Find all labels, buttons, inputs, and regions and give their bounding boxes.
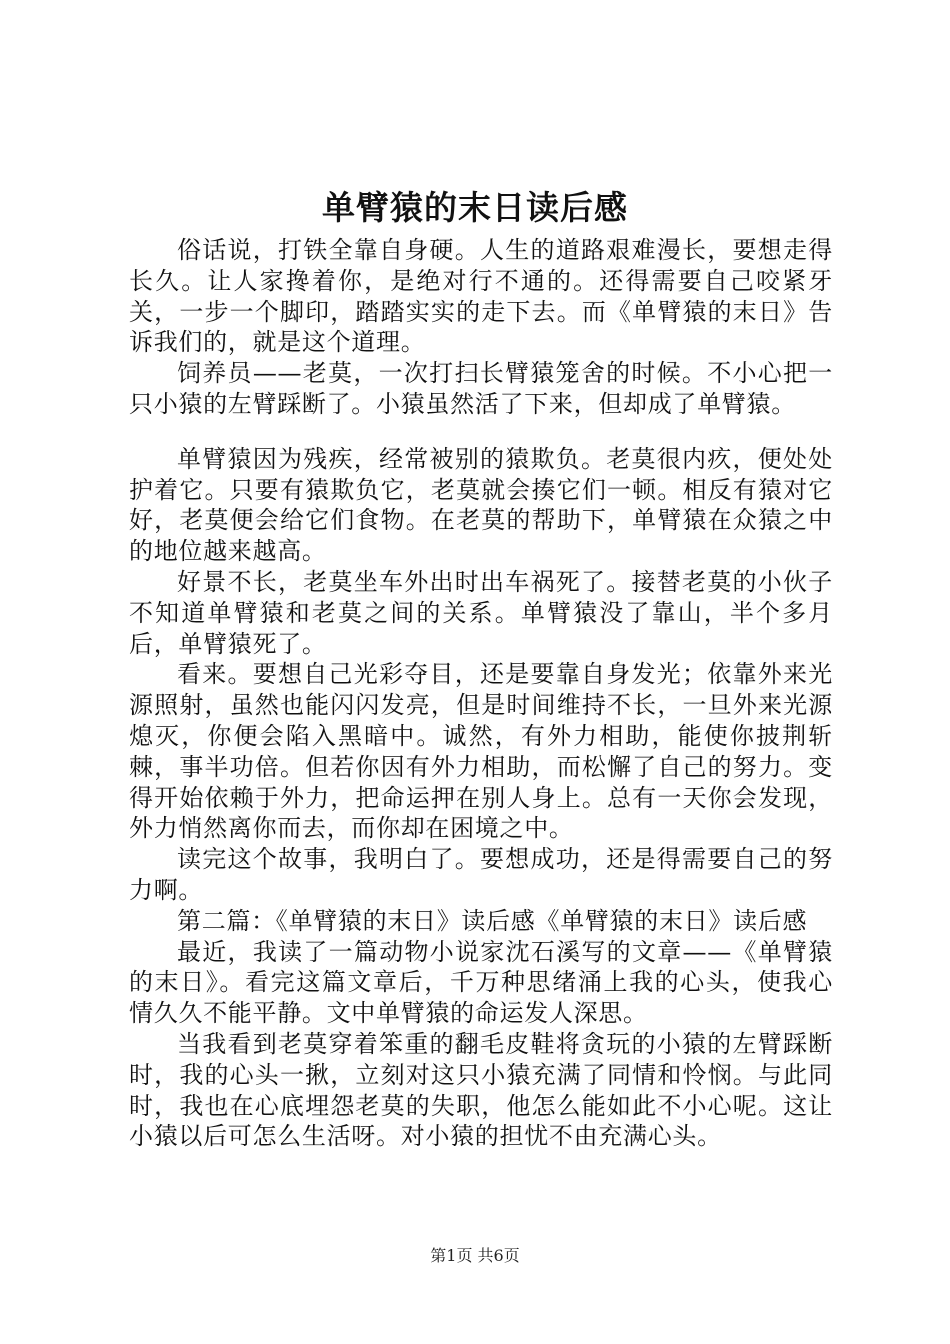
paragraph: 当我看到老莫穿着笨重的翻毛皮鞋将贪玩的小猿的左臂踩断时，我的心头一揪，立刻对这只小猿充满了同情和怜悯。与此同时，我也在心底埋怨老莫的失职，他怎么能如此不小心呢。这让小猿以后可怎么生活呀。对小猿的担忧不由充满心头。 xyxy=(129,1029,833,1151)
paragraph: 饲养员——老莫，一次打扫长臂猿笼舍的时候。不小心把一只小猿的左臂踩断了。小猿虽然活了下来，但却成了单臂猿。 xyxy=(129,359,833,418)
paragraph: 好景不长，老莫坐车外出时出车祸死了。接替老莫的小伙子不知道单臂猿和老莫之间的关系。单臂猿没了靠山，半个多月后，单臂猿死了。 xyxy=(129,567,833,658)
section-heading: 第二篇：《单臂猿的末日》读后感《单臂猿的末日》读后感 xyxy=(177,906,808,935)
document-title: 单臂猿的末日读后感 xyxy=(322,188,628,227)
page-footer: 第1页 共6页 xyxy=(430,1246,520,1265)
document-body xyxy=(129,235,833,1152)
paragraph: 看来。要想自己光彩夺目，还是要靠自身发光；依靠外来光源照射，虽然也能闪闪发亮，但是时间维持不长，一旦外来光源熄灭，你便会陷入黑暗中。诚然，有外力相助，能使你披荆斩棘，事半功倍。但若你因有外力相助，而松懈了自己的努力。变得开始依赖于外力，把命运押在别人身上。总有一天你会发现，外力悄然离你而去，而你却在困境之中。 xyxy=(129,660,833,843)
paragraph: 最近，我读了一篇动物小说家沈石溪写的文章——《单臂猿的末日》。看完这篇文章后，千万种思绪涌上我的心头，使我心情久久不能平静。文中单臂猿的命运发人深思。 xyxy=(129,937,833,1028)
paragraph: 俗话说，打铁全靠自身硬。人生的道路艰难漫长，要想走得长久。让人家搀着你，是绝对行不通的。还得需要自己咬紧牙关，一步一个脚印，踏踏实实的走下去。而《单臂猿的末日》告诉我们的，就是这个道理。 xyxy=(129,236,833,357)
paragraph: 读完这个故事，我明白了。要想成功，还是得需要自己的努力啊。 xyxy=(129,845,833,904)
paragraph: 单臂猿因为残疾，经常被别的猿欺负。老莫很内疚，便处处护着它。只要有猿欺负它，老莫就会揍它们一顿。相反有猿对它好，老莫便会给它们食物。在老莫的帮助下，单臂猿在众猿之中的地位越来越高。 xyxy=(129,444,833,566)
